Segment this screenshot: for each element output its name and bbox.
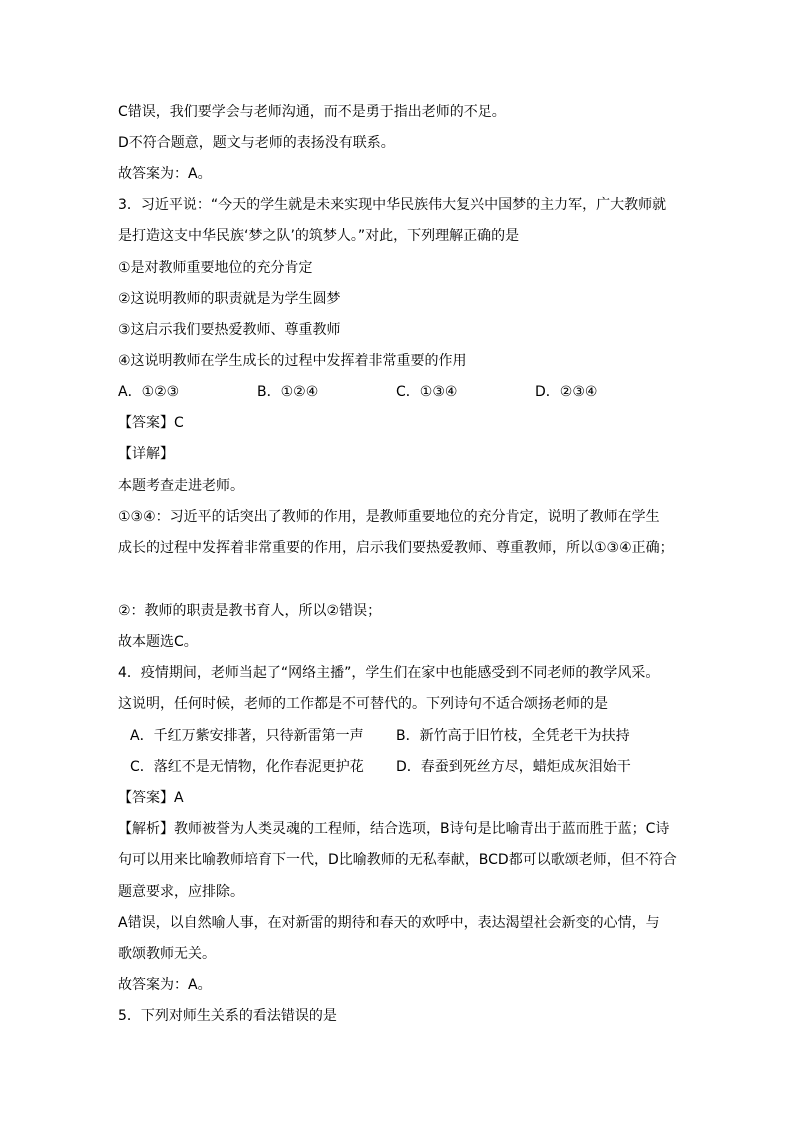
q4-analysis-line: 歌颂教师无关。 (118, 946, 216, 962)
q4-option-a: A．千红万紫安排著，只待新雷第一声 (130, 728, 364, 744)
q3-option-c: C．①③④ (396, 384, 458, 400)
q3-option-a: A．①②③ (118, 384, 180, 400)
q4-option-b: B．新竹高于旧竹枝，全凭老干为扶持 (396, 728, 630, 744)
q3-statement: ①是对教师重要地位的充分肯定 (118, 260, 313, 276)
q3-detail-line: ②：教师的职责是教书育人，所以②错误； (118, 603, 382, 619)
q5-stem: 5．下列对师生关系的看法错误的是 (118, 1008, 337, 1024)
q3-detail-line: ①③④：习近平的话突出了教师的作用，是教师重要地位的充分肯定，说明了教师在学生 (118, 509, 660, 525)
q3-detail-line: 本题考查走进老师。 (118, 478, 244, 494)
q4-answer: 【答案】A (118, 790, 184, 806)
q3-statement: ④这说明教师在学生成长的过程中发挥着非常重要的作用 (118, 353, 467, 369)
q3-stem-line: 是打造这支中华民族‘梦之队’的筑梦人。”对此，下列理解正确的是 (118, 228, 520, 244)
q3-detail-heading: 【详解】 (118, 446, 174, 462)
q4-option-d: D．春蚕到死丝方尽，蜡炬成灰泪始干 (396, 759, 631, 775)
q3-detail-line: 成长的过程中发挥着非常重要的作用，启示我们要热爱教师、尊重教师，所以①③④正确； (118, 540, 674, 556)
q3-answer: 【答案】C (118, 415, 184, 431)
q4-stem-line: 这说明，任何时候，老师的工作都是不可替代的。下列诗句不适合颂扬老师的是 (118, 696, 608, 712)
q4-option-c: C．落红不是无情物，化作春泥更护花 (130, 759, 364, 775)
q2-conclusion: 故答案为：A。 (118, 166, 212, 182)
q3-statement: ②这说明教师的职责就是为学生圆梦 (118, 291, 341, 307)
q4-analysis-line: 句可以用来比喻教师培育下一代，D比喻教师的无私奉献，BCD都可以歌颂老师，但不符合 (118, 852, 677, 868)
q3-statement: ③这启示我们要热爱教师、尊重教师 (118, 322, 341, 338)
q4-analysis-line: A错误，以自然喻人事，在对新雷的期待和春天的欢呼中，表达渴望社会新变的心情，与 (118, 915, 660, 931)
q2-c-explanation: C错误，我们要学会与老师沟通，而不是勇于指出老师的不足。 (118, 104, 506, 120)
q3-detail-conclusion: 故本题选C。 (118, 634, 198, 650)
q4-analysis-line: 【解析】教师被誉为人类灵魂的工程师，结合选项，B诗句是比喻青出于蓝而胜于蓝；C诗 (118, 821, 670, 837)
q4-analysis-line: 题意要求，应排除。 (118, 884, 244, 900)
q3-option-b: B．①②④ (257, 384, 319, 400)
q4-conclusion: 故答案为：A。 (118, 977, 212, 993)
q3-stem-line: 3．习近平说：“今天的学生就是未来实现中华民族伟大复兴中国梦的主力军，广大教师就 (118, 197, 667, 213)
q2-d-explanation: D不符合题意，题文与老师的表扬没有联系。 (118, 135, 395, 151)
q3-option-d: D．②③④ (535, 384, 598, 400)
q4-stem-line: 4．疫情期间，老师当起了“网络主播”，学生们在家中也能感受到不同老师的教学风采。 (118, 665, 660, 681)
